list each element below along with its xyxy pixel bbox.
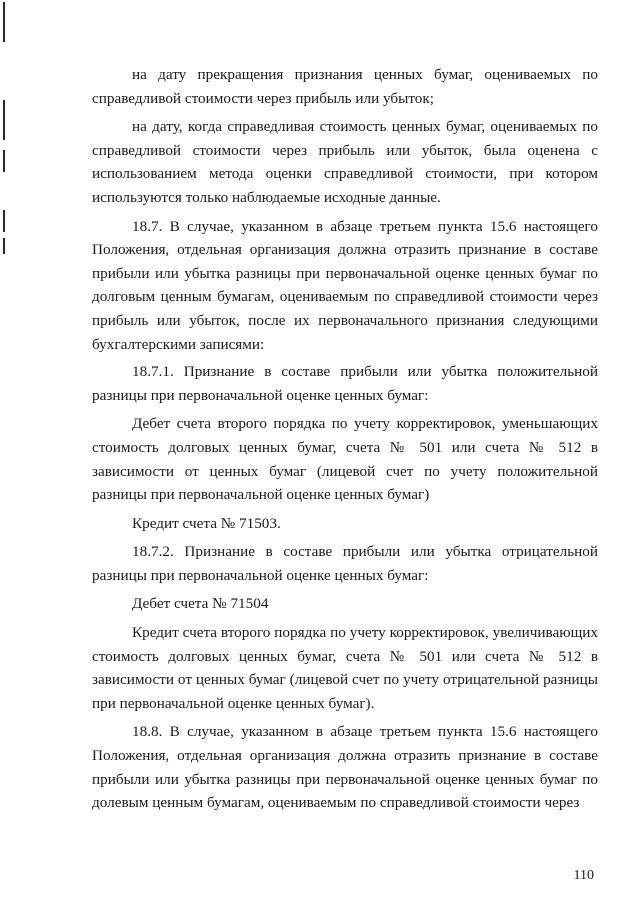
paragraph: 18.7.1. Признание в составе прибыли или убытка положительной разницы при первоначальной оценке ценных бумаг:	[92, 363, 598, 404]
page-number: 110	[573, 868, 594, 883]
scan-edge-mark	[3, 238, 5, 254]
paragraph: Дебет счета второго порядка по учету корректировок, уменьшающих стоимость долговых ценных бумаг, счета № 501 или счета № 512 в зависимости от ценных бумаг (лицевой счет по учету положительной разницы при первоначальной оценке ценных бумаг)	[92, 415, 598, 504]
paragraph: 18.7.2. Признание в составе прибыли или убытка отрицательной разницы при первоначальной оценке ценных бумаг:	[92, 543, 598, 584]
paragraph: 18.8. В случае, указанном в абзаце третьем пункта 15.6 настоящего Положения, отдельная организация должна отразить признание в составе прибыли или убытка разницы при первоначальной оценке ценных бумаг по долевым ценным бумагам, оцениваемым по справедливой стоимости через	[92, 723, 598, 812]
scan-edge-mark	[3, 150, 5, 172]
paragraph: Кредит счета второго порядка по учету корректировок, увеличивающих стоимость долговых ценных бумаг, счета № 501 или счета № 512 в зависимости от ценных бумаг (лицевой счет по учету отрицательной разницы при первоначальной оценке ценных бумаг).	[92, 624, 598, 712]
paragraph: Дебет счета № 71504	[132, 595, 269, 613]
paragraph: 18.7. В случае, указанном в абзаце третьем пункта 15.6 настоящего Положения, отдельная организация должна отразить признание в составе прибыли или убытка разницы при первоначальной оценке ценных бумаг по долговым ценным бумагам, оцениваемым по справедливой стоимости через прибыль или убыток, после их первоначального признания следующими бухгалтерскими записями:	[92, 217, 598, 353]
paragraph: на дату, когда справедливая стоимость ценных бумаг, оцениваемых по справедливой стоимости через прибыль или убыток, была оценена с использованием метода оценки справедливой стоимости, при котором используются только наблюдаемые исходные данные.	[92, 118, 598, 206]
body-text	[92, 63, 598, 815]
scan-edge-mark	[3, 210, 5, 232]
scan-edge-mark	[3, 100, 5, 140]
scan-edge-mark	[3, 2, 5, 42]
paragraph: Кредит счета № 71503.	[132, 514, 281, 532]
paragraph: на дату прекращения признания ценных бумаг, оцениваемых по справедливой стоимости через прибыль или убыток;	[92, 66, 598, 107]
